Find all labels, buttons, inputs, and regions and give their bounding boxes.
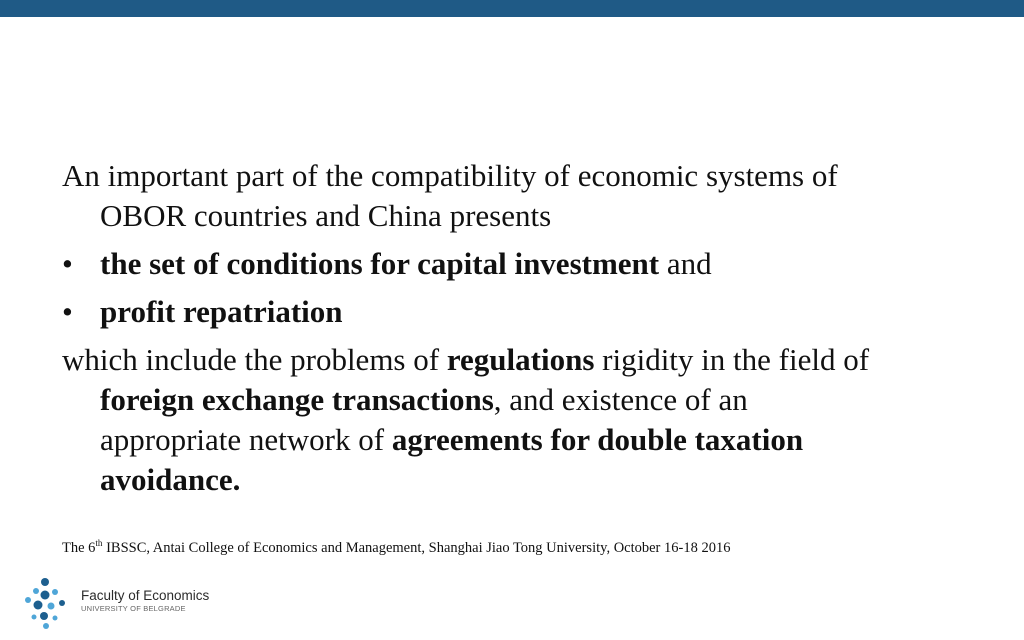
logo-dot: [43, 623, 49, 629]
faculty-logo-text: [81, 588, 209, 614]
bullet-bold-text: the set of conditions for capital investment: [100, 246, 660, 281]
bullet-marker: •: [62, 294, 73, 329]
logo-subtitle: UNIVERSITY OF BELGRADE: [81, 604, 186, 613]
closing-bold-regulations: regulations: [446, 342, 595, 377]
logo-dot: [59, 600, 65, 606]
closing-paragraph: [62, 340, 982, 500]
closing-line-4: [62, 460, 982, 500]
footer-text: IBSSC, Antai College of Economics and Management, Shanghai Jiao Tong University, October 16-18 2016: [102, 540, 731, 556]
top-accent-bar: [0, 0, 1024, 17]
bullet-item-profit-repatriation: [62, 292, 982, 332]
logo-dot: [25, 597, 31, 603]
logo-dot: [40, 612, 48, 620]
bullet-item-capital-investment: [62, 244, 982, 284]
closing-line-2: [62, 380, 982, 420]
logo-dot: [33, 588, 39, 594]
logo-dot: [52, 589, 58, 595]
closing-bold-double-taxation: agreements for double taxation: [391, 422, 804, 457]
closing-text: rigidity in the field of: [594, 342, 870, 377]
logo-dot: [34, 601, 43, 610]
intro-paragraph: [62, 156, 982, 236]
slide-body: [62, 156, 982, 500]
footer-prefix: The 6: [62, 540, 96, 556]
bullet-marker: •: [62, 246, 73, 281]
slide-footer: [62, 538, 730, 557]
logo-dot: [41, 578, 49, 586]
bullet-bold-text: profit repatriation: [100, 294, 343, 329]
closing-text: appropriate network of: [100, 422, 392, 457]
logo-dot: [53, 616, 58, 621]
bullet-rest-text: and: [659, 246, 712, 281]
footer-superscript: th: [95, 538, 103, 548]
closing-bold-foreign-exchange: foreign exchange transactions: [100, 382, 494, 417]
logo-title: Faculty of Economics: [81, 588, 210, 603]
closing-line-1: [62, 340, 982, 380]
intro-line-1: An important part of the compatibility of economic systems of: [62, 158, 838, 193]
intro-line-2: OBOR countries and China presents: [100, 198, 552, 233]
closing-line-3: [62, 420, 982, 460]
closing-text: , and existence of an: [493, 382, 748, 417]
closing-text: which include the problems of: [62, 342, 447, 377]
closing-bold-avoidance: avoidance.: [100, 462, 241, 497]
logo-dot: [48, 603, 55, 610]
logo-dot: [32, 615, 37, 620]
logo-dot: [41, 591, 50, 600]
